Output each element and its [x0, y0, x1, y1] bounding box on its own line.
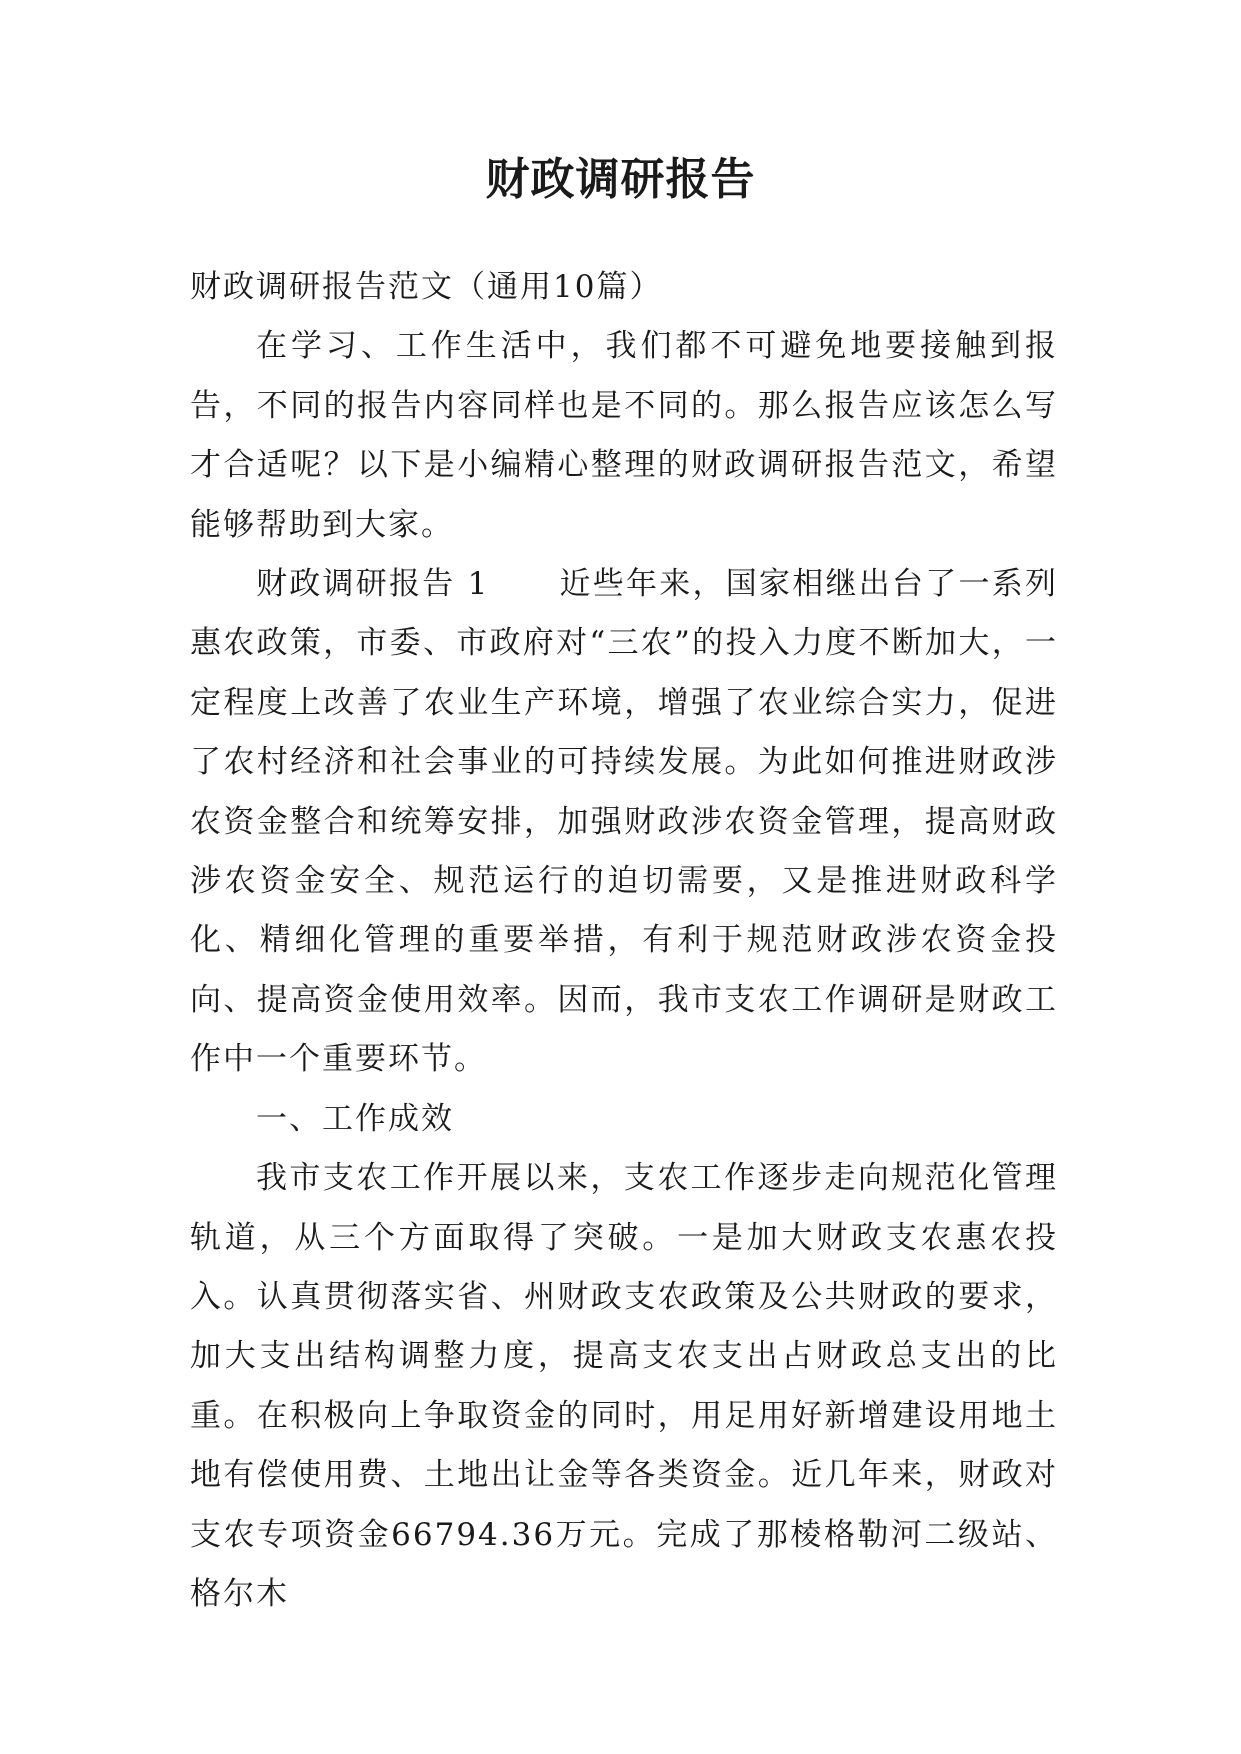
- document-subtitle: 财政调研报告范文（通用10篇）: [190, 269, 663, 305]
- heading-work-results: 一、工作成效: [256, 1100, 454, 1137]
- section-1-paragraph: [190, 555, 1058, 1090]
- section-1-text: 近些年来，国家相继出台了一系列惠农政策，市委、市政府对“三农”的投入力度不断加大，一定程度上改善了农业生产环境，增强了农业综合实力，促进了农村经济和社会事业的可持续发展。为此如何推进财政涉农资金整合和统筹安排，加强财政涉农资金管理，提高财政涉农资金安全、规范运行的迫切需要，又是推进财政科学化、精细化管理的重要举措，有利于规范财政涉农资金投向、提高资金使用效率。因而，我市支农工作调研是财政工作中一个重要环节。: [190, 566, 1059, 1078]
- intro-paragraph: 在学习、工作生活中，我们都不可避免地要接触到报告，不同的报告内容同样也是不同的。那么报告应该怎么写才合适呢？以下是小编精心整理的财政调研报告范文，希望能够帮助到大家。: [190, 328, 1058, 543]
- document-body: [190, 258, 1058, 1624]
- achievements-paragraph: 我市支农工作开展以来，支农工作逐步走向规范化管理轨道，从三个方面取得了突破。一是加大财政支农惠农投入。认真贯彻落实省、州财政支农政策及公共财政的要求，加大支出结构调整力度，提高支农支出占财政总支出的比重。在积极向上争取资金的同时，用足用好新增建设用地土地有偿使用费、土地出让金等各类资金。近几年来，财政对支农专项资金66794.36万元。完成了那棱格勒河二级站、格尔木: [190, 1160, 1058, 1612]
- section-1-heading: 财政调研报告 1: [256, 566, 490, 603]
- document-title: 财政调研报告: [485, 154, 756, 205]
